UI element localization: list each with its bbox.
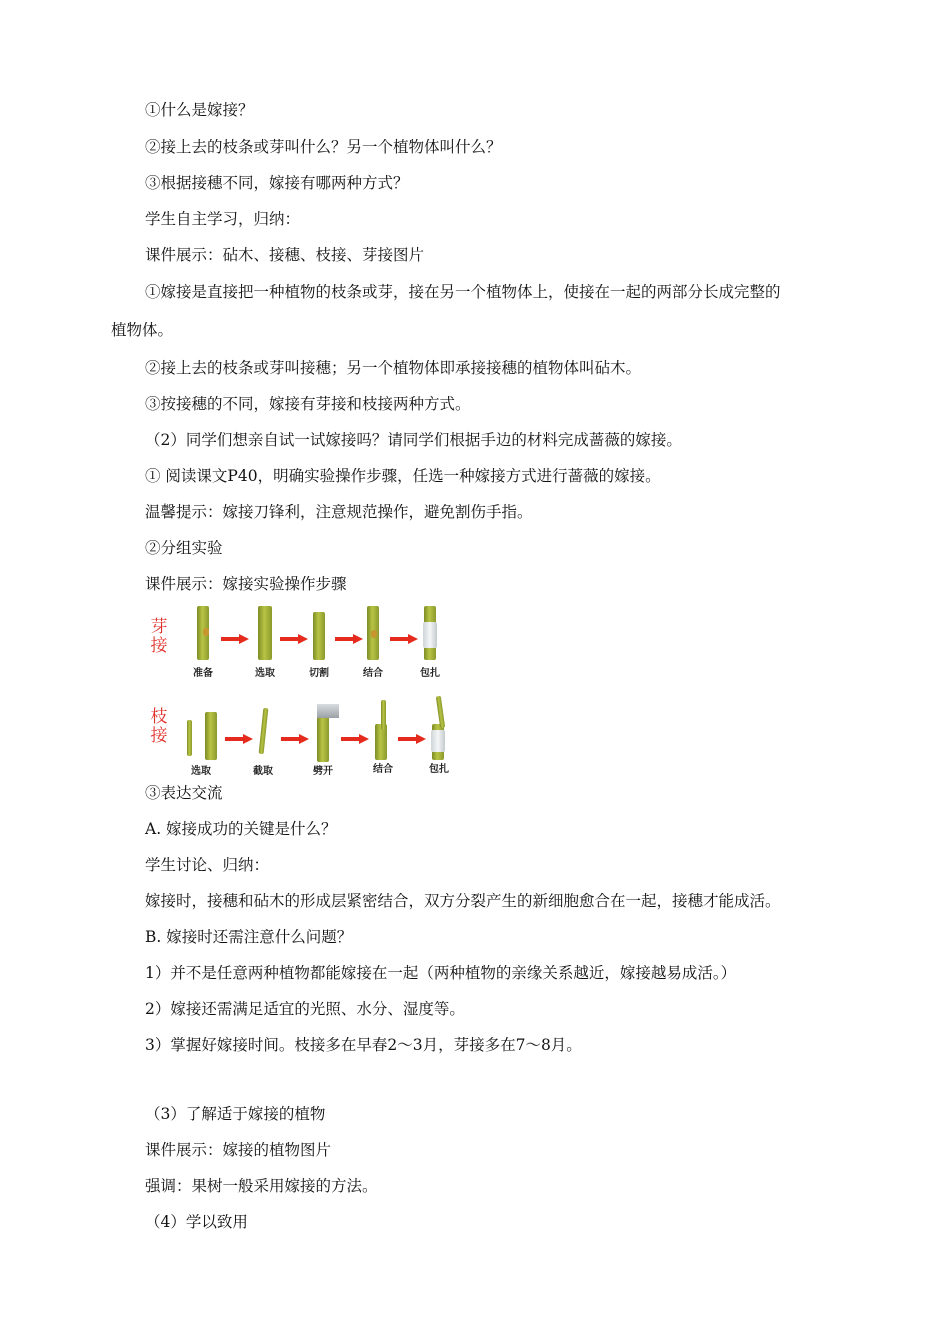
branch-step-label: 选取	[191, 766, 211, 777]
bud-step-label: 选取	[255, 668, 275, 679]
express-exchange: ③表达交流	[145, 784, 223, 802]
student-discuss-line: 学生讨论、归纳：	[145, 856, 270, 874]
bud-step-2-image	[258, 606, 272, 660]
bud-icon	[371, 630, 377, 638]
courseware-show-3: 课件展示：嫁接的植物图片	[145, 1141, 332, 1159]
bud-step-label: 准备	[193, 668, 213, 679]
question-1: ①什么是嫁接？	[145, 101, 254, 119]
note-3: 3）掌握好嫁接时间。枝接多在早春2～3月，芽接多在7～8月。	[145, 1036, 582, 1054]
branch-graft-title: 枝接	[150, 707, 168, 746]
arrow-icon	[281, 734, 309, 744]
group-experiment: ②分组实验	[145, 539, 223, 557]
answer-3: ③按接穗的不同，嫁接有芽接和枝接两种方式。	[145, 395, 471, 413]
answer-1-part-1: ①嫁接是直接把一种植物的枝条或芽，接在另一个植物体上，使接在一起的两部分长成完整的	[145, 283, 781, 301]
branch-step-1-stock-image	[205, 712, 217, 760]
student-study-line: 学生自主学习，归纳：	[145, 210, 301, 228]
bud-step-label: 结合	[363, 668, 383, 679]
answer-2: ②接上去的枝条或芽叫接穗；另一个植物体即承接接穗的植物体叫砧木。	[145, 359, 642, 377]
branch-step-2-image	[259, 708, 269, 754]
question-a: A. 嫁接成功的关键是什么？	[145, 820, 337, 838]
arrow-icon	[390, 634, 418, 644]
bud-icon	[203, 628, 209, 636]
bud-step-3-image	[313, 612, 325, 660]
branch-step-label: 包扎	[429, 764, 449, 775]
wrap-band-icon	[423, 622, 437, 648]
knife-icon	[317, 704, 339, 718]
answer-1-part-2: 植物体。	[111, 321, 174, 339]
section-2-heading: （2）同学们想亲自试一试嫁接吗？请同学们根据手边的材料完成蔷薇的嫁接。	[145, 431, 682, 449]
bud-step-label: 包扎	[420, 668, 440, 679]
arrow-icon	[225, 734, 253, 744]
branch-step-label: 劈开	[313, 766, 333, 777]
bud-step-label: 切割	[309, 668, 329, 679]
arrow-icon	[398, 734, 426, 744]
grafting-steps-figure	[145, 604, 455, 780]
safety-tip: 温馨提示：嫁接刀锋利，注意规范操作，避免割伤手指。	[145, 503, 533, 521]
question-2: ②接上去的枝条或芽叫什么？另一个植物体叫什么？	[145, 138, 502, 156]
bud-graft-title: 芽接	[150, 617, 168, 656]
branch-step-label: 截取	[253, 766, 273, 777]
branch-step-3-image	[317, 714, 329, 762]
arrow-icon	[335, 634, 363, 644]
branch-step-label: 结合	[373, 764, 393, 775]
courseware-show-2: 课件展示：嫁接实验操作步骤	[145, 575, 347, 593]
arrow-icon	[341, 734, 369, 744]
wrap-band-icon	[431, 730, 445, 752]
emphasis-line: 强调：果树一般采用嫁接的方法。	[145, 1177, 378, 1195]
branch-step-1-scion-image	[187, 720, 192, 756]
section-4-heading: （4）学以致用	[145, 1213, 248, 1231]
note-2: 2）嫁接还需满足适宜的光照、水分、湿度等。	[145, 1000, 465, 1018]
note-1: 1）并不是任意两种植物都能嫁接在一起（两种植物的亲缘关系越近，嫁接越易成活。）	[145, 964, 737, 982]
read-textbook-line: ① 阅读课文P40，明确实验操作步骤，任选一种嫁接方式进行蔷薇的嫁接。	[145, 467, 661, 485]
question-b: B. 嫁接时还需注意什么问题？	[145, 928, 353, 946]
branch-step-4-scion-image	[381, 700, 386, 730]
arrow-icon	[280, 634, 308, 644]
courseware-show-1: 课件展示：砧木、接穗、枝接、芽接图片	[145, 246, 425, 264]
question-3: ③根据接穗不同，嫁接有哪两种方式？	[145, 174, 409, 192]
arrow-icon	[221, 634, 249, 644]
key-answer: 嫁接时，接穗和砧木的形成层紧密结合，双方分裂产生的新细胞愈合在一起，接穗才能成活。	[145, 892, 781, 910]
section-3-heading: （3）了解适于嫁接的植物	[145, 1105, 326, 1123]
